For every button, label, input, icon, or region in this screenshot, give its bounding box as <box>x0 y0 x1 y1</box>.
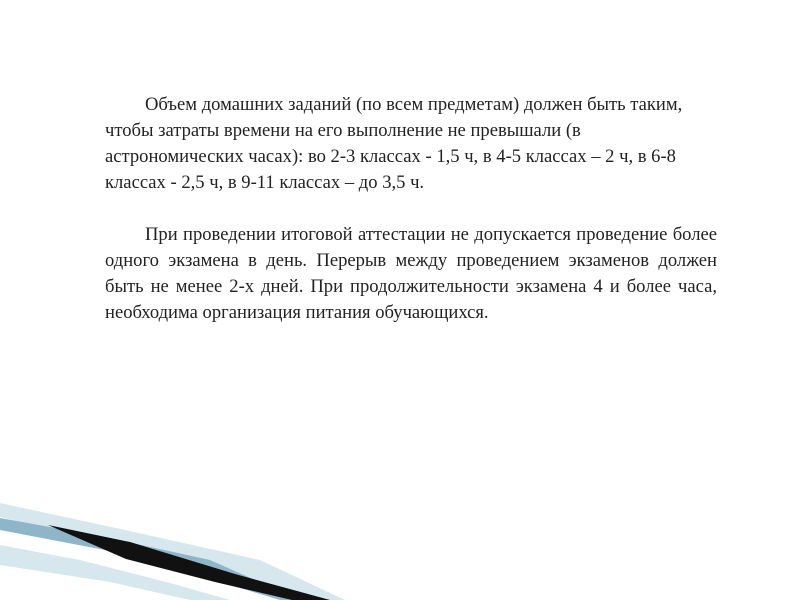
final-attestation-paragraph: При проведении итоговой аттестации не допускается проведение более одного экзамена в день. Перерыв между проведением экзаменов должен быть не менее 2-х дней. При продолжительности экзамена 4 и более часа, необходима организация питания обучающихся. <box>105 224 717 323</box>
dark-diagonal-stripe <box>48 525 330 600</box>
homework-volume-paragraph: Объем домашних заданий (по всем предметам) должен быть таким, чтобы затраты времени на его выполнение не превышали (в астрономических часах): во 2-3 классах - 1,5 ч, в 4-5 классах – 2 ч, в 6-8 классах - 2,5 ч, в 9-11 классах – до 3,5 ч. <box>105 94 683 193</box>
slide-text-body <box>105 92 717 326</box>
light-blue-wave <box>0 518 300 600</box>
pale-blue-wave <box>0 503 345 600</box>
bottom-accent-stripe <box>0 545 230 600</box>
